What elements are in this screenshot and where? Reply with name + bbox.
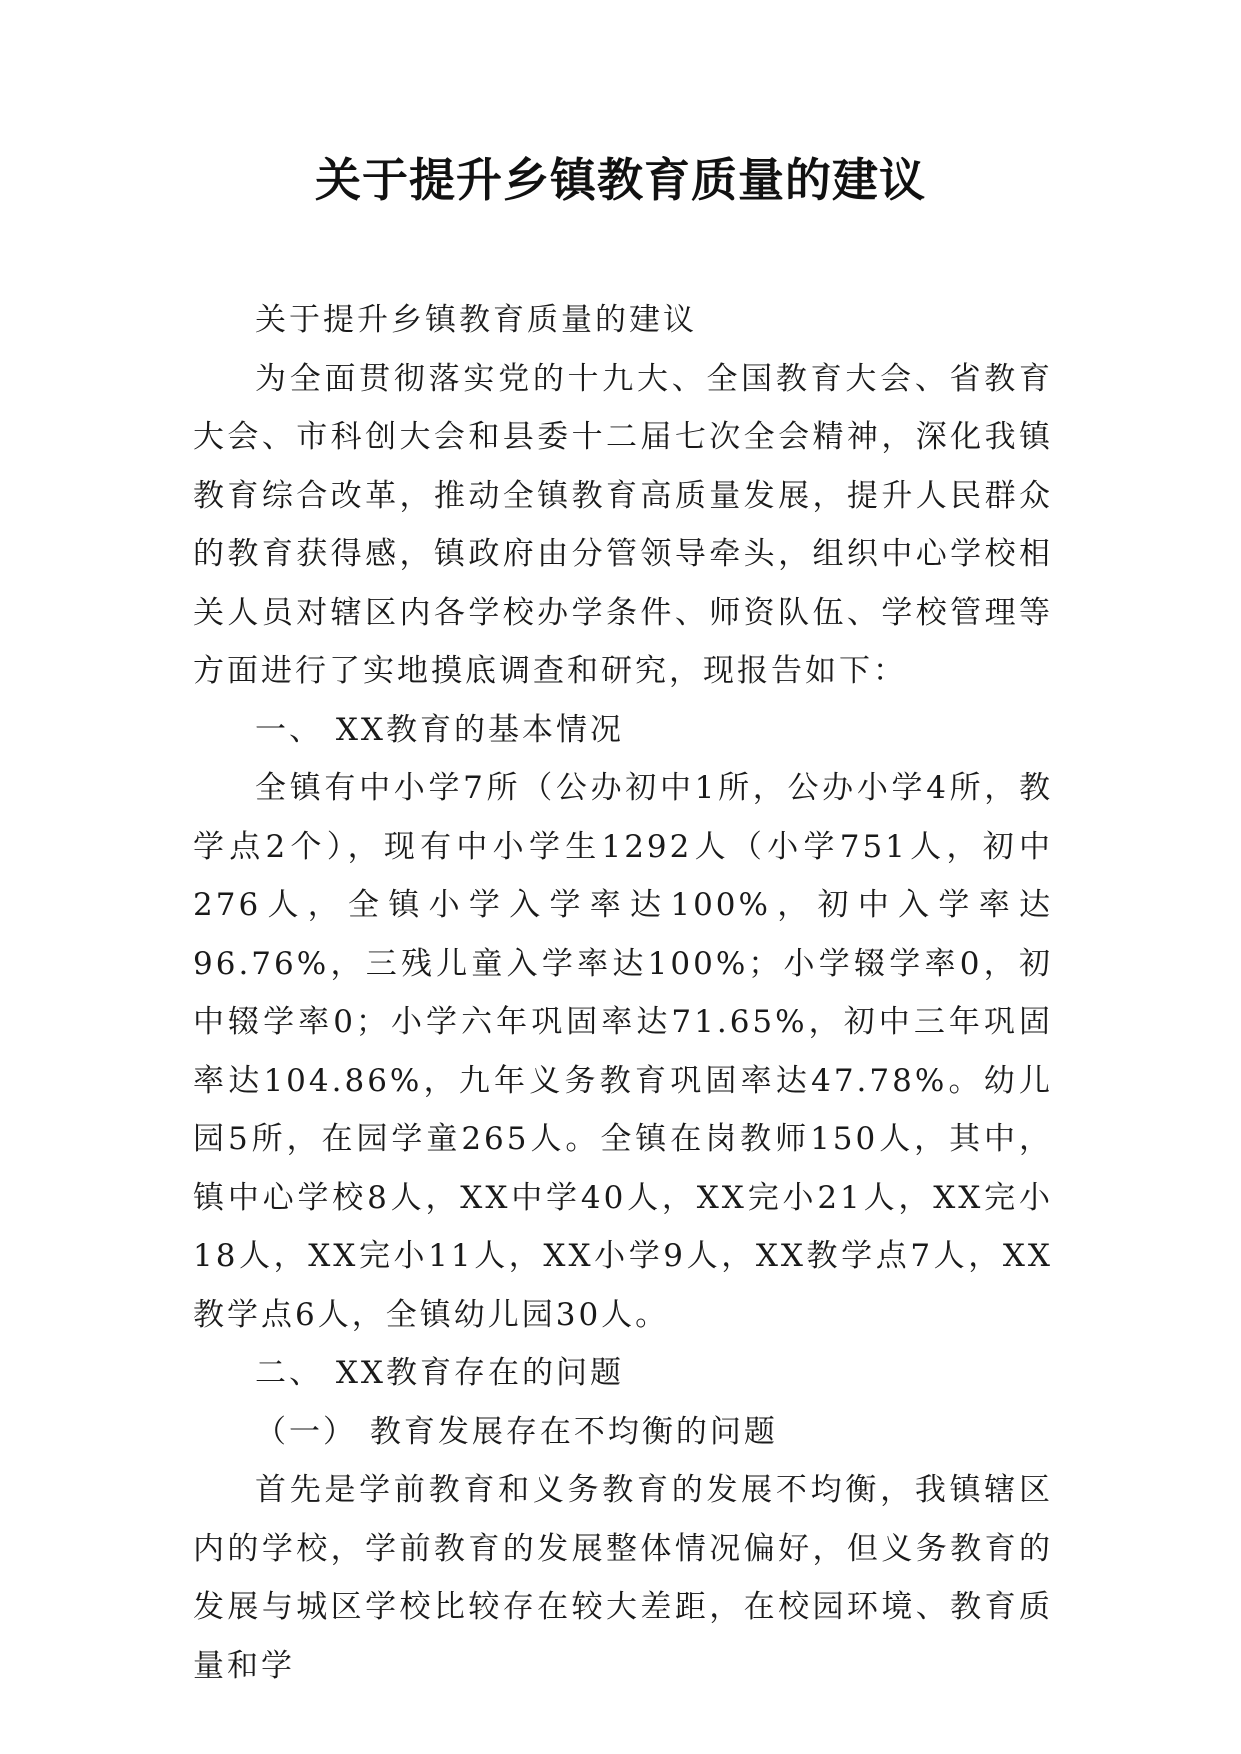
section-heading-basic-situation: 一、 XX教育的基本情况 xyxy=(255,711,624,748)
subsection-heading-imbalance: （一） 教育发展存在不均衡的问题 xyxy=(255,1413,778,1450)
document-body xyxy=(193,291,1053,1695)
document-title: 关于提升乡镇教育质量的建议 xyxy=(315,153,926,207)
paragraph-introduction: 为全面贯彻落实党的十九大、全国教育大会、省教育大会、市科创大会和县委十二届七次全会精神，深化我镇教育综合改革，推动全镇教育高质量发展，提升人民群众的教育获得感，镇政府由分管领导牵头，组织中心学校相关人员对辖区内各学校办学条件、师资队伍、学校管理等方面进行了实地摸底调查和研究，现报告如下： xyxy=(193,360,1053,689)
paragraph-basic-situation: 全镇有中小学7所（公办初中1所，公办小学4所，教学点2个），现有中小学生1292人（小学751人，初中276人，全镇小学入学率达100%，初中入学率达96.76%，三残儿童入学率达100%；小学辍学率0，初中辍学率0；小学六年巩固率达71.65%，初中三年巩固率达104.86%，九年义务教育巩固率达47.78%。幼儿园5所，在园学童265人。全镇在岗教师150人，其中，镇中心学校8人，XX中学40人，XX完小21人，XX完小18人，XX完小11人，XX小学9人，XX教学点7人，XX教学点6人，全镇幼儿园30人。 xyxy=(193,770,1053,1333)
section-heading-problems: 二、 XX教育存在的问题 xyxy=(255,1355,624,1391)
paragraph-imbalance: 首先是学前教育和义务教育的发展不均衡，我镇辖区内的学校，学前教育的发展整体情况偏好，但义务教育的发展与城区学校比较存在较大差距，在校园环境、教育质量和学 xyxy=(193,1472,1053,1684)
paragraph-repeated-title: 关于提升乡镇教育质量的建议 xyxy=(255,302,697,338)
